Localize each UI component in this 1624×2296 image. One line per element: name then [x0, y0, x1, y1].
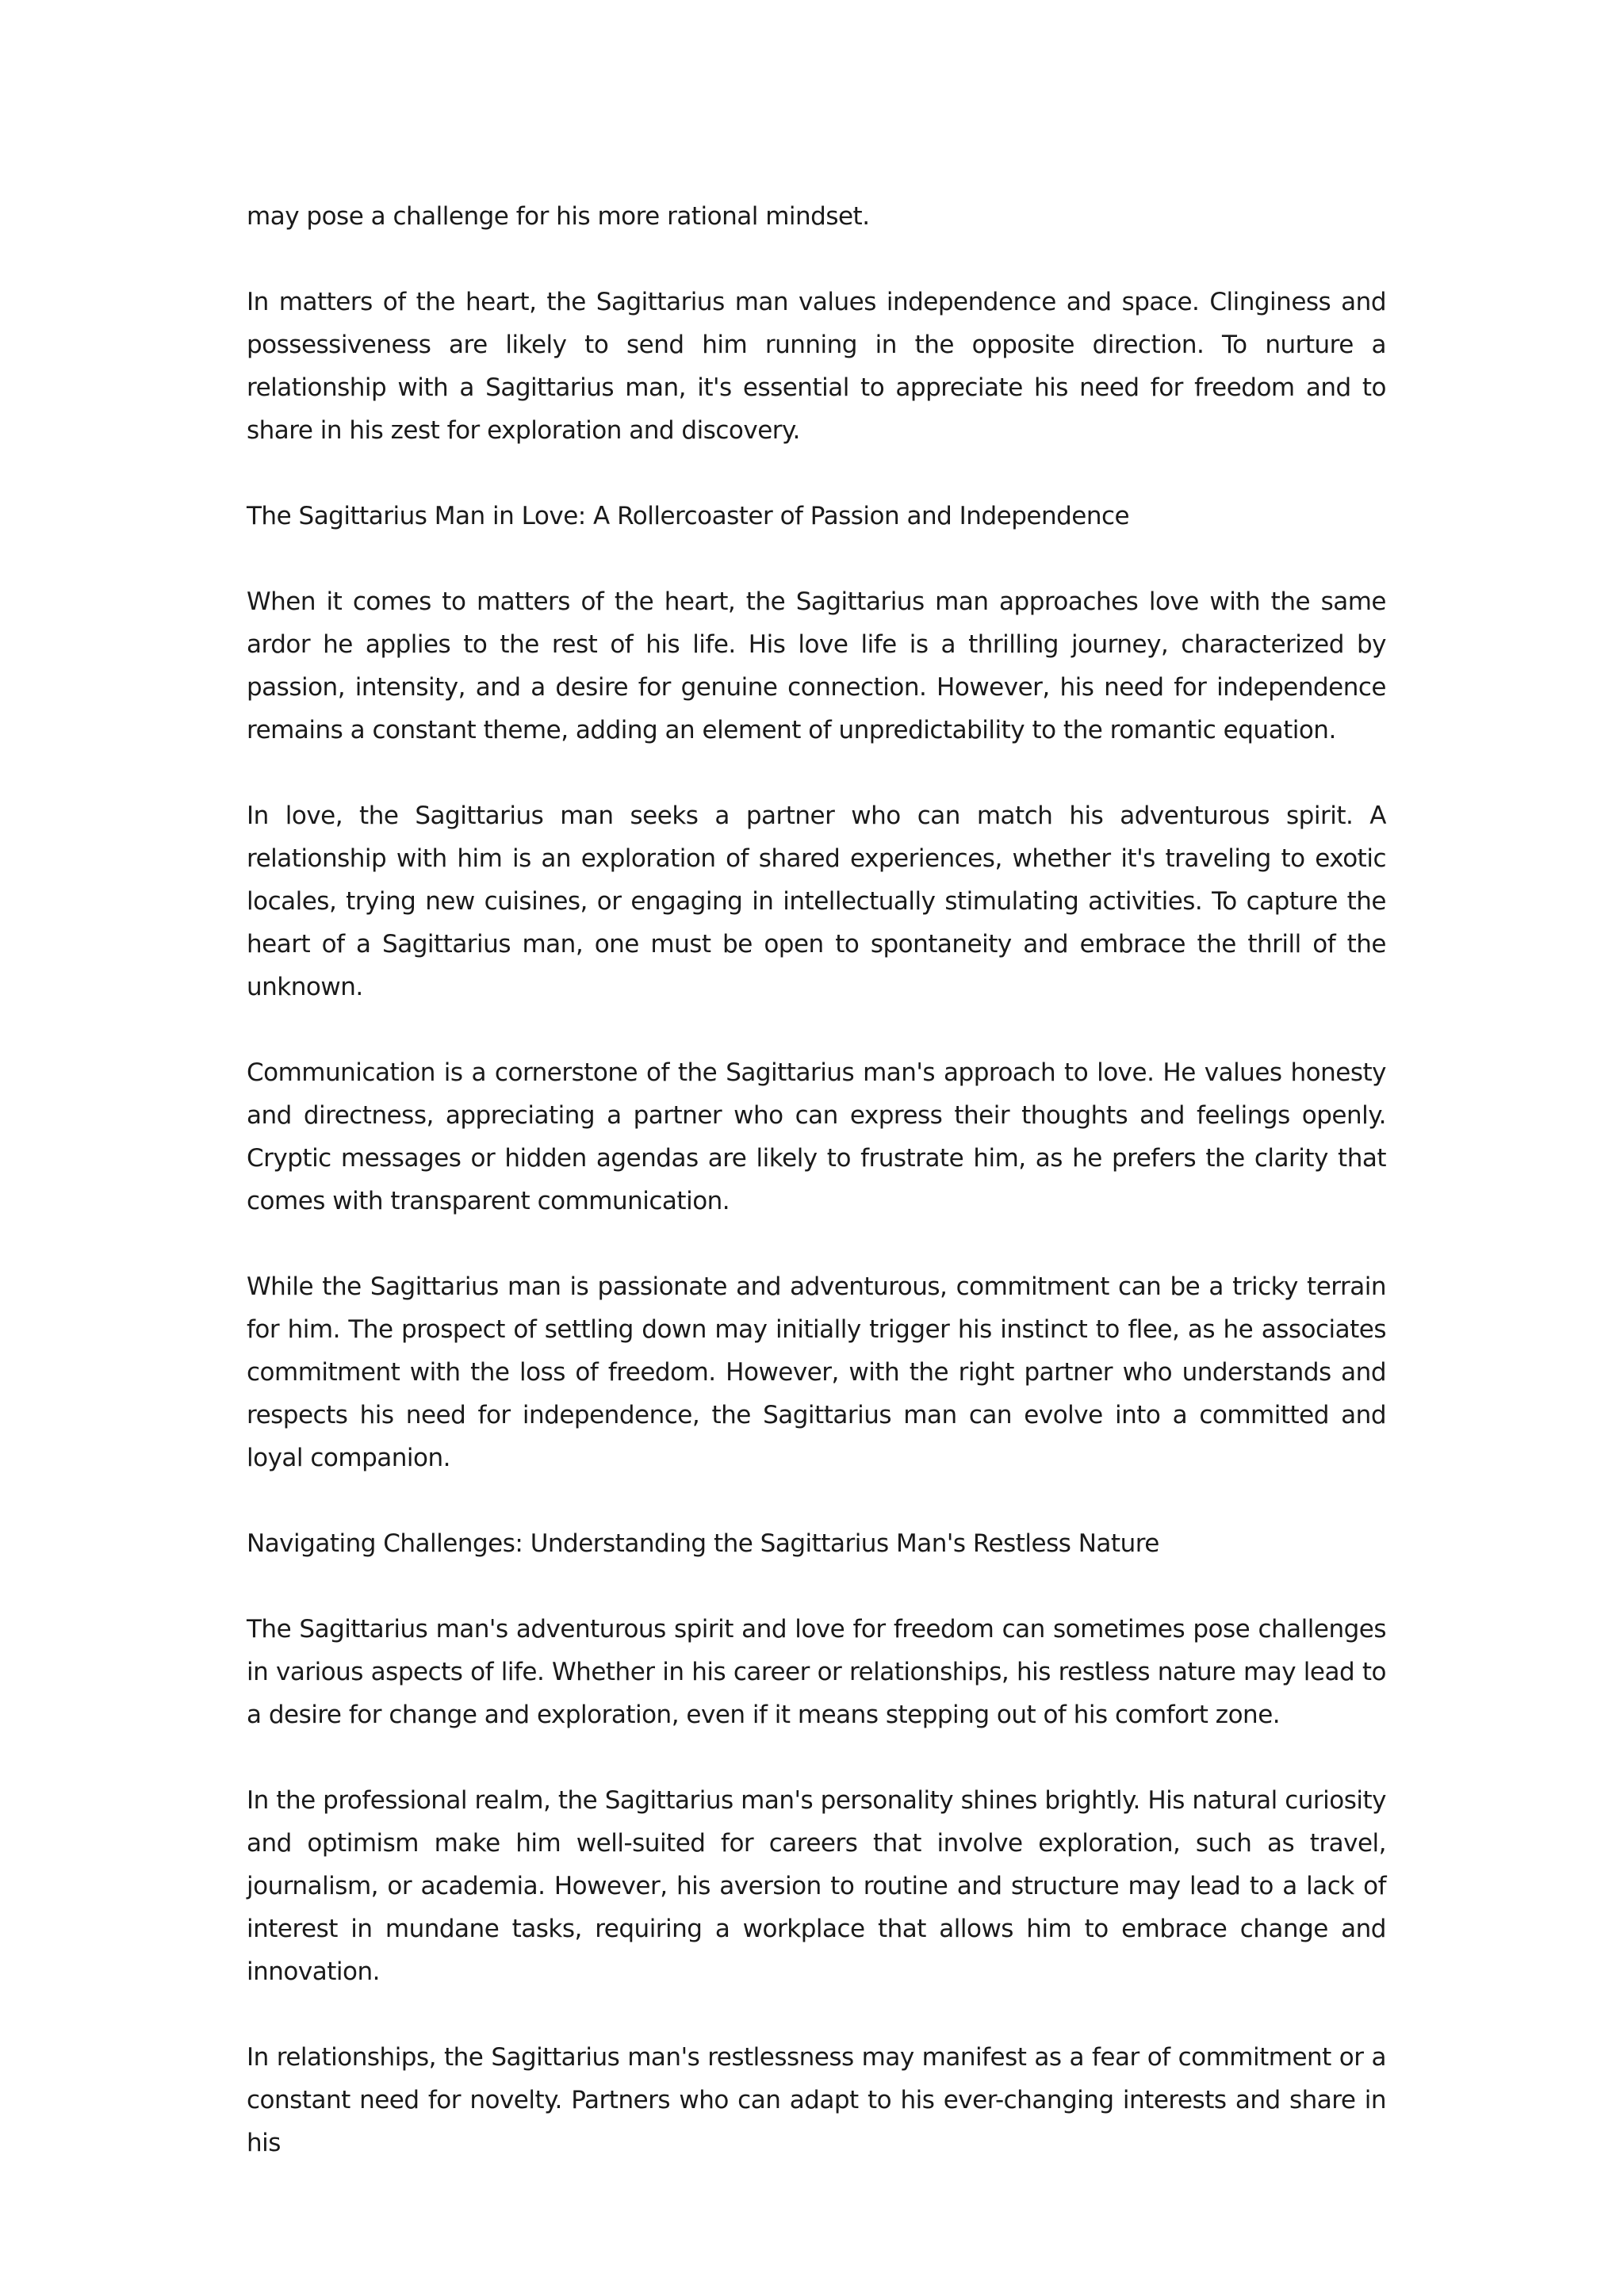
section-heading-challenges: Navigating Challenges: Understanding the Sagittarius Man's Restless Nature	[247, 1529, 1159, 1558]
paragraph-heart-independence: In matters of the heart, the Sagittarius man values independence and space. Clinginess and possessiveness are likely to send him running in the opposite direction. To nurture a relationship with a Sagittarius man, it's essential to appreciate his need for freedom and to share in his zest for exploration and discovery.	[247, 288, 1386, 445]
paragraph-adventurous-partner: In love, the Sagittarius man seeks a partner who can match his adventurous spirit. A relationship with him is an exploration of shared experiences, whether it's traveling to exotic locales, trying new cuisines, or engaging in intellectually stimulating activities. To capture the heart of a Sagittarius man, one must be open to spontaneity and embrace the thrill of the unknown.	[247, 802, 1386, 1001]
paragraph-continuation: may pose a challenge for his more rational mindset.	[247, 202, 870, 231]
document-body	[247, 195, 1386, 2207]
paragraph-love-ardor: When it comes to matters of the heart, the Sagittarius man approaches love with the same ardor he applies to the rest of his life. His love life is a thrilling journey, characterized by passion, intensity, and a desire for genuine connection. However, his need for independence remains a constant theme, adding an element of unpredictability to the romantic equation.	[247, 587, 1386, 744]
section-heading-love: The Sagittarius Man in Love: A Rollercoaster of Passion and Independence	[247, 502, 1130, 530]
paragraph-relationships-restlessness: In relationships, the Sagittarius man's restlessness may manifest as a fear of commitment or a constant need for novelty. Partners who can adapt to his ever-changing interests and share in his	[247, 2043, 1386, 2157]
paragraph-professional-realm: In the professional realm, the Sagittarius man's personality shines brightly. His natural curiosity and optimism make him well-suited for careers that involve exploration, such as travel, journalism, or academia. However, his aversion to routine and structure may lead to a lack of interest in mundane tasks, requiring a workplace that allows him to embrace change and innovation.	[247, 1786, 1386, 1986]
paragraph-commitment: While the Sagittarius man is passionate and adventurous, commitment can be a tricky terrain for him. The prospect of settling down may initially trigger his instinct to flee, as he associates commitment with the loss of freedom. However, with the right partner who understands and respects his need for independence, the Sagittarius man can evolve into a committed and loyal companion.	[247, 1272, 1386, 1472]
paragraph-restless-spirit: The Sagittarius man's adventurous spirit and love for freedom can sometimes pose challenges in various aspects of life. Whether in his career or relationships, his restless nature may lead to a desire for change and exploration, even if it means stepping out of his comfort zone.	[247, 1615, 1386, 1729]
paragraph-communication: Communication is a cornerstone of the Sagittarius man's approach to love. He values honesty and directness, appreciating a partner who can express their thoughts and feelings openly. Cryptic messages or hidden agendas are likely to frustrate him, as he prefers the clarity that comes with transparent communication.	[247, 1058, 1386, 1215]
